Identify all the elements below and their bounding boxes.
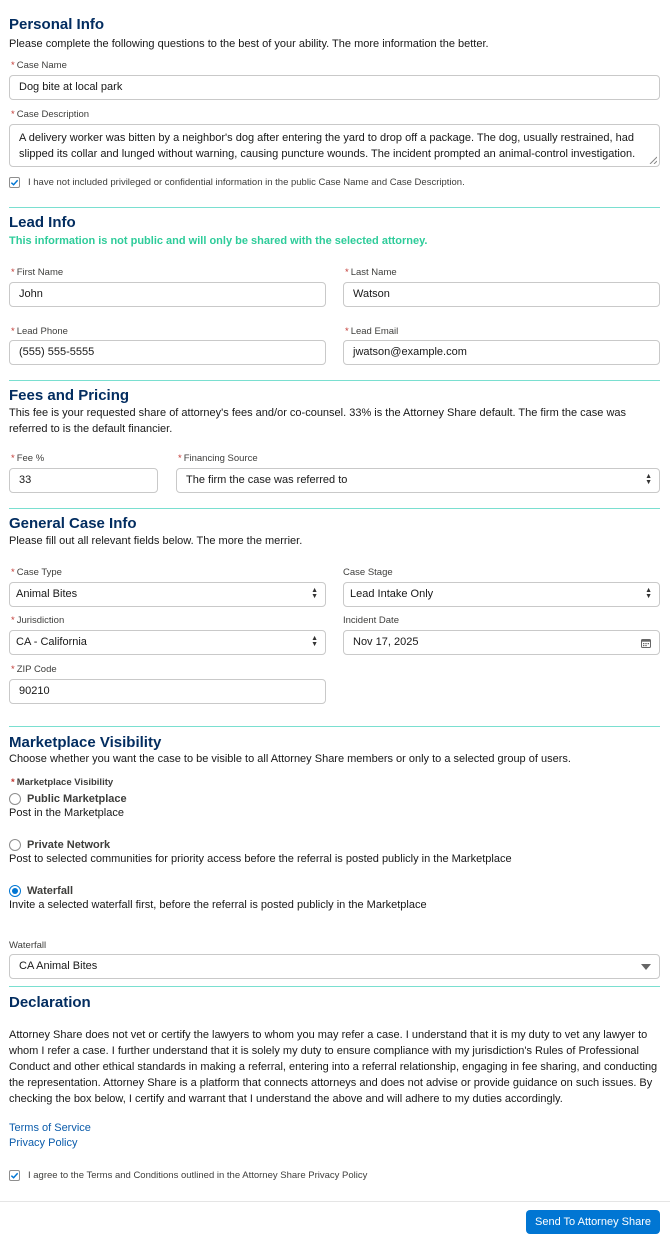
jurisdiction-label: * Jurisdiction [11,615,65,626]
footer-divider [0,1201,670,1202]
marketplace-subtitle: Choose whether you want the case to be visible to all Attorney Share members or only to a selected group of users. [9,753,571,765]
zip-code-label: * ZIP Code [11,664,57,675]
select-arrows-icon: ▲ ▼ [645,587,652,600]
send-to-attorney-share-button[interactable]: Send To Attorney Share [526,1210,660,1234]
select-arrows-icon: ▲ ▼ [311,587,318,600]
personal-info-heading: Personal Info [9,16,105,33]
privacy-check-label: I have not included privileged or confidential information in the public Case Name and Case Description. [28,177,465,188]
radio-option-label: Public Marketplace [27,793,127,805]
waterfall-select[interactable] [9,954,660,979]
radio-option-desc: Invite a selected waterfall first, before the referral is posted publicly in the Marketplace [9,899,427,911]
declaration-body: Attorney Share does not vet or certify the lawyers to whom you may refer a case. I understand that it is my duty to vet any lawyer to whom I refer a case. I further understand that it is solely my duty to ensure compliance with my jurisdiction's Rules of Professional Conduct and other ethical standards in making a referral, entering into a referral relationship, engaging in fee sharing, and conducting the representation. Attorney Share is a platform that connects attorneys and does not advise or provide guidance on such issues. By checking the box below, I certify and warrant that I understand the above and will adhere to my duties accordingly. [9,1029,658,1105]
zip-code-input[interactable]: 90210 [9,679,326,704]
radio-option-waterfall[interactable] [9,885,427,911]
privacy-checkbox[interactable] [9,177,20,188]
radio-option-label: Private Network [27,839,111,851]
case-type-select[interactable] [9,582,326,607]
agree-check-label: I agree to the Terms and Conditions outlined in the Attorney Share Privacy Policy [28,1170,368,1181]
radio-option-public[interactable] [9,793,127,819]
incident-date-input[interactable] [343,630,660,655]
case-stage-label: Case Stage [343,567,393,578]
fee-percent-input[interactable]: 33 [9,468,158,493]
agree-checkbox[interactable] [9,1170,20,1181]
lead-phone-input[interactable]: (555) 555-5555 [9,340,326,365]
section-divider [9,380,660,381]
last-name-label: * Last Name [345,267,397,278]
financing-source-value: The firm the case was referred to [186,474,348,486]
checkmark-icon [10,178,19,187]
select-arrows-icon: ▲ ▼ [645,473,652,486]
marketplace-heading: Marketplace Visibility [9,734,162,751]
fees-heading: Fees and Pricing [9,387,130,404]
privacy-policy-link[interactable]: Privacy Policy [9,1137,78,1149]
lead-email-input[interactable]: jwatson@example.com [343,340,660,365]
case-description-label: * Case Description [11,109,90,120]
radio-option-private[interactable] [9,839,512,865]
fees-subtitle: This fee is your requested share of attorney's fees and/or co-counsel. 33% is the Attorney Share default. The firm the case was referred to is the default financier. [9,407,627,435]
section-divider [9,726,660,727]
lead-email-label: * Lead Email [345,326,399,337]
case-description-textarea[interactable] [9,124,660,167]
fee-percent-label: * Fee % [11,453,45,464]
financing-source-select[interactable] [176,468,660,493]
section-divider [9,986,660,987]
case-stage-select[interactable] [343,582,660,607]
jurisdiction-value: CA - California [16,636,87,648]
checkmark-icon [10,1171,19,1180]
case-name-input[interactable]: Dog bite at local park [9,75,660,100]
incident-date-label: Incident Date [343,615,399,626]
marketplace-group-label: * Marketplace Visibility [11,777,114,788]
personal-info-subtitle: Please complete the following questions to the best of your ability. The more information the better. [9,38,489,50]
last-name-input[interactable]: Watson [343,282,660,307]
case-type-value: Animal Bites [16,588,78,600]
case-name-label: * Case Name [11,60,67,71]
radio-option-desc: Post to selected communities for priority access before the referral is posted publicly in the Marketplace [9,853,512,865]
radio-button[interactable] [9,839,21,851]
chevron-down-icon [641,964,651,971]
case-description-text: A delivery worker was bitten by a neighbor's dog after entering the yard to drop off a package. The dog, usually restrained, had slipped its collar and lunged without warning, causing puncture wounds. The incident prompted an animal-control investigation. [19,132,636,160]
section-divider [9,508,660,509]
lead-info-heading: Lead Info [9,214,76,231]
privacy-check-row[interactable] [9,177,465,188]
terms-of-service-link[interactable]: Terms of Service [9,1122,91,1134]
radio-button-selected[interactable] [9,885,21,897]
radio-option-desc: Post in the Marketplace [9,807,124,819]
waterfall-label: Waterfall [9,940,47,951]
waterfall-value: CA Animal Bites [19,960,98,972]
first-name-input[interactable]: John [9,282,326,307]
section-divider [9,207,660,208]
lead-info-notice: This information is not public and will only be shared with the selected attorney. [9,235,428,247]
financing-source-label: * Financing Source [178,453,258,464]
general-case-heading: General Case Info [9,515,137,532]
agree-check-row[interactable] [9,1170,367,1181]
calendar-icon[interactable] [641,638,651,648]
radio-option-label: Waterfall [27,885,74,897]
first-name-label: * First Name [11,267,64,278]
resize-grip-icon[interactable] [649,156,657,164]
incident-date-value: Nov 17, 2025 [353,636,419,648]
case-type-label: * Case Type [11,567,62,578]
select-arrows-icon: ▲ ▼ [311,635,318,648]
general-case-subtitle: Please fill out all relevant fields below. The more the merrier. [9,535,303,547]
radio-button[interactable] [9,793,21,805]
lead-phone-label: * Lead Phone [11,326,68,337]
case-stage-value: Lead Intake Only [350,588,434,600]
jurisdiction-select[interactable] [9,630,326,655]
declaration-heading: Declaration [9,994,91,1011]
